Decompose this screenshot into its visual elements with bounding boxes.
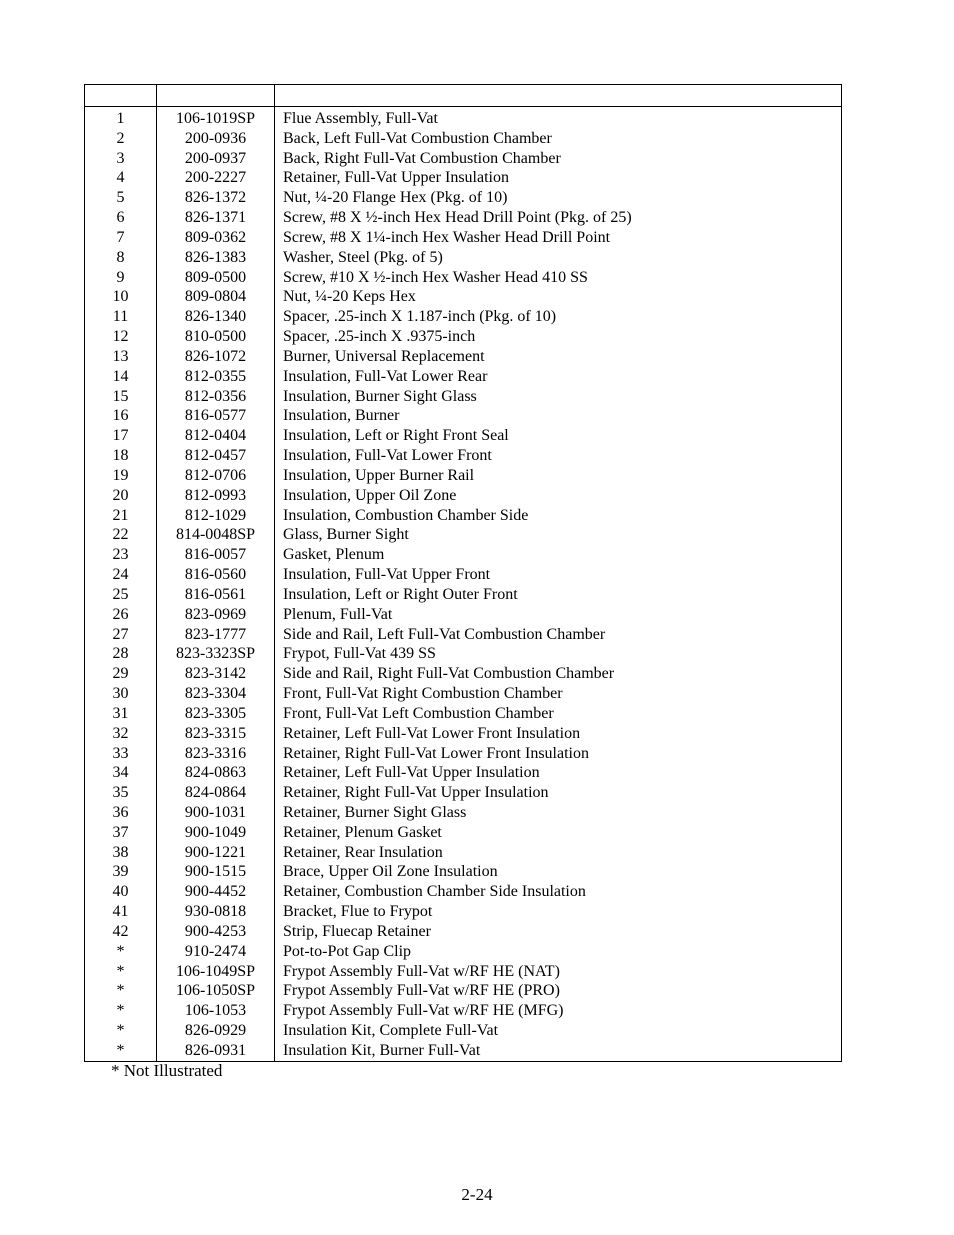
component-description: Retainer, Right Full-Vat Upper Insulation [275, 783, 842, 803]
component-description: Insulation Kit, Complete Full-Vat [275, 1021, 842, 1041]
item-number: 21 [85, 506, 157, 526]
part-number: 826-1340 [157, 307, 275, 327]
item-number: 23 [85, 545, 157, 565]
part-number: 826-1372 [157, 188, 275, 208]
component-description: Flue Assembly, Full-Vat [275, 107, 842, 129]
part-number: 910-2474 [157, 942, 275, 962]
item-number: * [85, 1001, 157, 1021]
item-number: 39 [85, 862, 157, 882]
item-number: 24 [85, 565, 157, 585]
table-row [85, 605, 842, 625]
component-description: Insulation Kit, Burner Full-Vat [275, 1041, 842, 1061]
part-number: 900-1049 [157, 823, 275, 843]
item-number: 1 [85, 107, 157, 129]
component-description: Screw, #8 X 1¼-inch Hex Washer Head Drill Point [275, 228, 842, 248]
table-row [85, 466, 842, 486]
component-description: Bracket, Flue to Frypot [275, 902, 842, 922]
component-description: Nut, ¼-20 Keps Hex [275, 287, 842, 307]
part-number: 823-0969 [157, 605, 275, 625]
table-row [85, 724, 842, 744]
item-number: * [85, 942, 157, 962]
item-number: 19 [85, 466, 157, 486]
item-number: 25 [85, 585, 157, 605]
component-description: Glass, Burner Sight [275, 525, 842, 545]
table-row [85, 347, 842, 367]
component-description: Insulation, Burner [275, 406, 842, 426]
part-number: 900-4253 [157, 922, 275, 942]
table-row [85, 1001, 842, 1021]
part-number: 823-1777 [157, 625, 275, 645]
item-number: 34 [85, 763, 157, 783]
component-description: Retainer, Plenum Gasket [275, 823, 842, 843]
component-description: Screw, #10 X ½-inch Hex Washer Head 410 SS [275, 268, 842, 288]
table-row [85, 962, 842, 982]
table-row [85, 1041, 842, 1061]
item-number: 38 [85, 843, 157, 863]
footnote: * Not Illustrated [111, 1061, 223, 1080]
part-number: 812-0356 [157, 387, 275, 407]
part-number: 900-4452 [157, 882, 275, 902]
component-description: Front, Full-Vat Right Combustion Chamber [275, 684, 842, 704]
part-number: 900-1221 [157, 843, 275, 863]
table-row [85, 129, 842, 149]
part-number: 826-1383 [157, 248, 275, 268]
table-row [85, 188, 842, 208]
part-number: 812-0457 [157, 446, 275, 466]
item-number: 18 [85, 446, 157, 466]
component-description: Insulation, Full-Vat Upper Front [275, 565, 842, 585]
table-row [85, 387, 842, 407]
table-row [85, 744, 842, 764]
part-number: 824-0864 [157, 783, 275, 803]
table-row [85, 545, 842, 565]
item-number: 16 [85, 406, 157, 426]
part-number: 826-0931 [157, 1041, 275, 1061]
table-row [85, 862, 842, 882]
header-component [275, 85, 842, 107]
part-number: 200-0936 [157, 129, 275, 149]
item-number: 29 [85, 664, 157, 684]
item-number: 10 [85, 287, 157, 307]
table-row [85, 882, 842, 902]
table-row [85, 208, 842, 228]
table-row [85, 981, 842, 1001]
table-row [85, 367, 842, 387]
component-description: Front, Full-Vat Left Combustion Chamber [275, 704, 842, 724]
part-number: 930-0818 [157, 902, 275, 922]
part-number: 106-1049SP [157, 962, 275, 982]
item-number: 32 [85, 724, 157, 744]
item-number: 7 [85, 228, 157, 248]
part-number: 816-0561 [157, 585, 275, 605]
table-row [85, 684, 842, 704]
component-description: Retainer, Left Full-Vat Upper Insulation [275, 763, 842, 783]
part-number: 814-0048SP [157, 525, 275, 545]
table-row [85, 486, 842, 506]
component-description: Retainer, Left Full-Vat Lower Front Insulation [275, 724, 842, 744]
part-number: 200-0937 [157, 149, 275, 169]
table-row [85, 307, 842, 327]
item-number: 12 [85, 327, 157, 347]
component-description: Retainer, Combustion Chamber Side Insulation [275, 882, 842, 902]
item-number: 11 [85, 307, 157, 327]
part-number: 816-0057 [157, 545, 275, 565]
part-number: 812-1029 [157, 506, 275, 526]
component-description: Insulation, Full-Vat Lower Front [275, 446, 842, 466]
table-row [85, 506, 842, 526]
item-number: 14 [85, 367, 157, 387]
component-description: Insulation, Upper Oil Zone [275, 486, 842, 506]
component-description: Retainer, Burner Sight Glass [275, 803, 842, 823]
table-row [85, 1021, 842, 1041]
component-description: Pot-to-Pot Gap Clip [275, 942, 842, 962]
item-number: * [85, 962, 157, 982]
item-number: 17 [85, 426, 157, 446]
table-row [85, 803, 842, 823]
table-row [85, 644, 842, 664]
item-number: 31 [85, 704, 157, 724]
component-description: Frypot, Full-Vat 439 SS [275, 644, 842, 664]
component-description: Insulation, Left or Right Front Seal [275, 426, 842, 446]
part-number: 812-0404 [157, 426, 275, 446]
part-number: 106-1053 [157, 1001, 275, 1021]
component-description: Retainer, Right Full-Vat Lower Front Insulation [275, 744, 842, 764]
item-number: 20 [85, 486, 157, 506]
page-number: 2-24 [461, 1185, 493, 1204]
part-number: 823-3316 [157, 744, 275, 764]
part-number: 823-3305 [157, 704, 275, 724]
item-number: 13 [85, 347, 157, 367]
item-number: 5 [85, 188, 157, 208]
item-number: 26 [85, 605, 157, 625]
part-number: 809-0804 [157, 287, 275, 307]
table-row [85, 664, 842, 684]
table-row [85, 406, 842, 426]
part-number: 816-0560 [157, 565, 275, 585]
part-number: 200-2227 [157, 168, 275, 188]
table-row [85, 585, 842, 605]
table-row [85, 268, 842, 288]
component-description: Back, Left Full-Vat Combustion Chamber [275, 129, 842, 149]
component-description: Spacer, .25-inch X 1.187-inch (Pkg. of 10) [275, 307, 842, 327]
item-number: 15 [85, 387, 157, 407]
component-description: Side and Rail, Right Full-Vat Combustion Chamber [275, 664, 842, 684]
part-number: 826-1371 [157, 208, 275, 228]
table-row [85, 922, 842, 942]
part-number: 812-0355 [157, 367, 275, 387]
table-row [85, 823, 842, 843]
item-number: 3 [85, 149, 157, 169]
table-row [85, 426, 842, 446]
component-description: Brace, Upper Oil Zone Insulation [275, 862, 842, 882]
header-part-number [157, 85, 275, 107]
part-number: 106-1019SP [157, 107, 275, 129]
item-number: 42 [85, 922, 157, 942]
table-body [85, 107, 842, 1062]
table-row [85, 168, 842, 188]
part-number: 810-0500 [157, 327, 275, 347]
table-row [85, 704, 842, 724]
part-number: 826-0929 [157, 1021, 275, 1041]
item-number: 4 [85, 168, 157, 188]
item-number: * [85, 1041, 157, 1061]
item-number: 9 [85, 268, 157, 288]
component-description: Nut, ¼-20 Flange Hex (Pkg. of 10) [275, 188, 842, 208]
parts-table [84, 84, 842, 1062]
table-row [85, 287, 842, 307]
table-row [85, 525, 842, 545]
component-description: Strip, Fluecap Retainer [275, 922, 842, 942]
item-number: 30 [85, 684, 157, 704]
table-header-row [85, 85, 842, 107]
table-row [85, 228, 842, 248]
part-number: 816-0577 [157, 406, 275, 426]
component-description: Gasket, Plenum [275, 545, 842, 565]
component-description: Insulation, Upper Burner Rail [275, 466, 842, 486]
part-number: 812-0993 [157, 486, 275, 506]
component-description: Insulation, Full-Vat Lower Rear [275, 367, 842, 387]
item-number: 8 [85, 248, 157, 268]
table-row [85, 625, 842, 645]
item-number: * [85, 1021, 157, 1041]
table-row [85, 565, 842, 585]
part-number: 106-1050SP [157, 981, 275, 1001]
part-number: 900-1515 [157, 862, 275, 882]
item-number: 28 [85, 644, 157, 664]
part-number: 826-1072 [157, 347, 275, 367]
part-number: 824-0863 [157, 763, 275, 783]
table-row [85, 942, 842, 962]
part-number: 823-3323SP [157, 644, 275, 664]
component-description: Back, Right Full-Vat Combustion Chamber [275, 149, 842, 169]
item-number: 22 [85, 525, 157, 545]
component-description: Frypot Assembly Full-Vat w/RF HE (PRO) [275, 981, 842, 1001]
table-row [85, 843, 842, 863]
item-number: 35 [85, 783, 157, 803]
table-row [85, 763, 842, 783]
component-description: Retainer, Full-Vat Upper Insulation [275, 168, 842, 188]
item-number: 2 [85, 129, 157, 149]
table-row [85, 107, 842, 129]
component-description: Insulation, Combustion Chamber Side [275, 506, 842, 526]
part-number: 823-3142 [157, 664, 275, 684]
header-item-number [85, 85, 157, 107]
component-description: Frypot Assembly Full-Vat w/RF HE (MFG) [275, 1001, 842, 1021]
part-number: 900-1031 [157, 803, 275, 823]
component-description: Side and Rail, Left Full-Vat Combustion Chamber [275, 625, 842, 645]
table-row [85, 446, 842, 466]
component-description: Frypot Assembly Full-Vat w/RF HE (NAT) [275, 962, 842, 982]
part-number: 809-0362 [157, 228, 275, 248]
component-description: Spacer, .25-inch X .9375-inch [275, 327, 842, 347]
table-row [85, 327, 842, 347]
item-number: 37 [85, 823, 157, 843]
table-row [85, 783, 842, 803]
part-number: 823-3304 [157, 684, 275, 704]
table-row [85, 149, 842, 169]
component-description: Plenum, Full-Vat [275, 605, 842, 625]
component-description: Screw, #8 X ½-inch Hex Head Drill Point (Pkg. of 25) [275, 208, 842, 228]
component-description: Burner, Universal Replacement [275, 347, 842, 367]
item-number: 33 [85, 744, 157, 764]
table-row [85, 902, 842, 922]
component-description: Insulation, Burner Sight Glass [275, 387, 842, 407]
component-description: Washer, Steel (Pkg. of 5) [275, 248, 842, 268]
part-number: 823-3315 [157, 724, 275, 744]
item-number: 40 [85, 882, 157, 902]
part-number: 812-0706 [157, 466, 275, 486]
table-row [85, 248, 842, 268]
item-number: 41 [85, 902, 157, 922]
item-number: 6 [85, 208, 157, 228]
item-number: 27 [85, 625, 157, 645]
component-description: Insulation, Left or Right Outer Front [275, 585, 842, 605]
item-number: * [85, 981, 157, 1001]
component-description: Retainer, Rear Insulation [275, 843, 842, 863]
item-number: 36 [85, 803, 157, 823]
part-number: 809-0500 [157, 268, 275, 288]
table-header [85, 85, 842, 107]
